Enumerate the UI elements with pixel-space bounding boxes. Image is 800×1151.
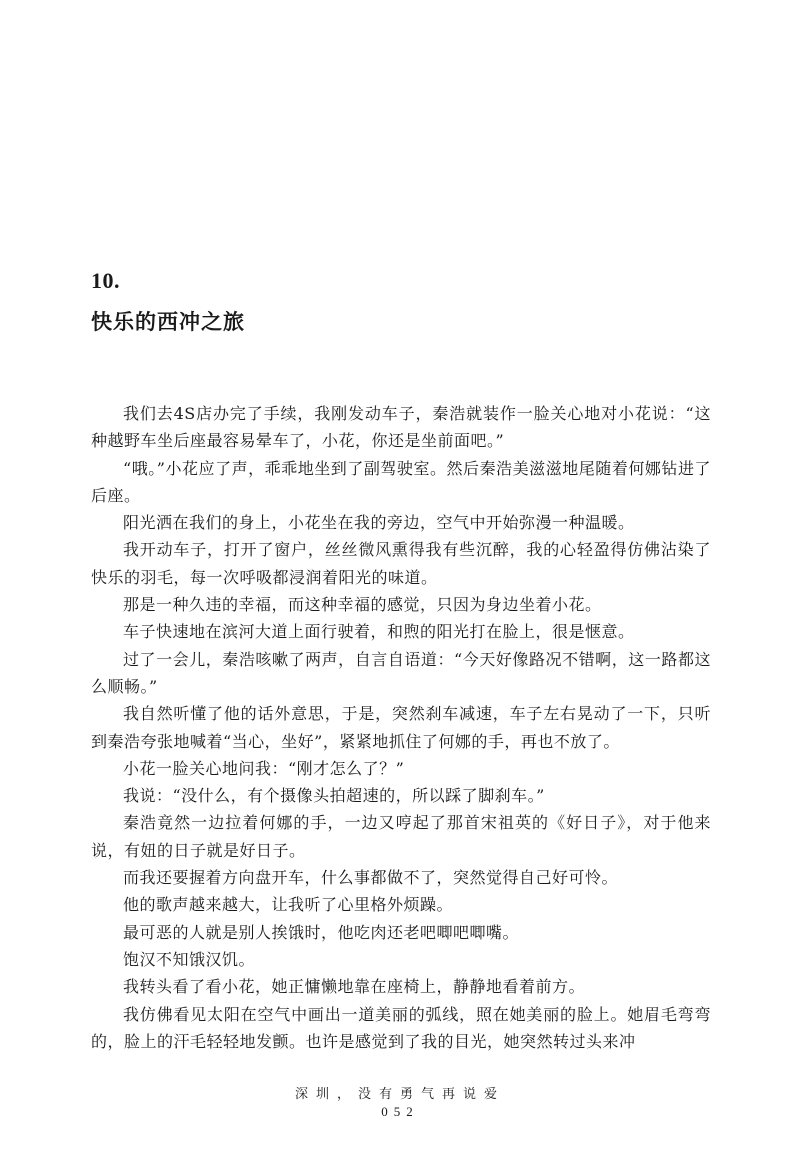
paragraph: 那是一种久违的幸福，而这种幸福的感觉，只因为身边坐着小花。 xyxy=(123,595,602,615)
paragraph: 我开动车子，打开了窗户，丝丝微风熏得我有些沉醉，我的心轻盈得仿佛沾染了快乐的羽毛，每一次呼吸都浸润着阳光的味道。 xyxy=(91,540,711,587)
paragraph: 饱汉不知饿汉饥。 xyxy=(123,949,256,969)
paragraph: 我们去4S店办完了手续，我刚发动车子，秦浩就装作一脸关心地对小花说：“这种越野车坐后座最容易晕车了，小花，你还是坐前面吧。” xyxy=(91,404,711,451)
chapter-number: 10. xyxy=(91,268,120,293)
paragraph: 而我还要握着方向盘开车，什么事都做不了，突然觉得自己好可怜。 xyxy=(123,868,619,888)
paragraph: 小花一脸关心地问我：“刚才怎么了？” xyxy=(123,758,405,778)
paragraph: 他的歌声越来越大，让我听了心里格外烦躁。 xyxy=(123,895,454,915)
paragraph: 最可恶的人就是别人挨饿时，他吃肉还老吧唧吧唧嘴。 xyxy=(123,922,520,942)
body-text xyxy=(91,400,711,1055)
paragraph: 我说：“没什么，有个摄像头拍超速的，所以踩了脚刹车。” xyxy=(123,786,545,806)
paragraph: 阳光洒在我们的身上，小花坐在我的旁边，空气中开始弥漫一种温暖。 xyxy=(123,513,635,533)
paragraph: 我仿佛看见太阳在空气中画出一道美丽的弧线，照在她美丽的脸上。她眉毛弯弯的，脸上的汗毛轻轻地发颤。也许是感觉到了我的目光，她突然转过头来冲 xyxy=(91,1004,711,1051)
paragraph: 车子快速地在滨河大道上面行驶着，和煦的阳光打在脸上，很是惬意。 xyxy=(123,622,635,642)
running-title: 深圳，没有勇气再说爱 xyxy=(294,1087,505,1102)
chapter-title: 快乐的西冲之旅 xyxy=(91,310,245,334)
paragraph: 秦浩竟然一边拉着何娜的手，一边又哼起了那首宋祖英的《好日子》，对于他来说，有妞的日子就是好日子。 xyxy=(91,813,711,860)
paragraph: “哦。”小花应了声，乖乖地坐到了副驾驶室。然后秦浩美滋滋地尾随着何娜钻进了后座。 xyxy=(91,458,711,505)
paragraph: 我转头看了看小花，她正慵懒地靠在座椅上，静静地看着前方。 xyxy=(123,977,586,997)
paragraph: 我自然听懂了他的话外意思，于是，突然刹车减速，车子左右晃动了一下，只听到秦浩夸张地喊着“当心，坐好”，紧紧地抓住了何娜的手，再也不放了。 xyxy=(91,704,711,751)
page-number: 052 xyxy=(381,1104,419,1119)
paragraph: 过了一会儿，秦浩咳嗽了两声，自言自语道：“今天好像路况不错啊，这一路都这么顺畅。” xyxy=(91,649,711,696)
